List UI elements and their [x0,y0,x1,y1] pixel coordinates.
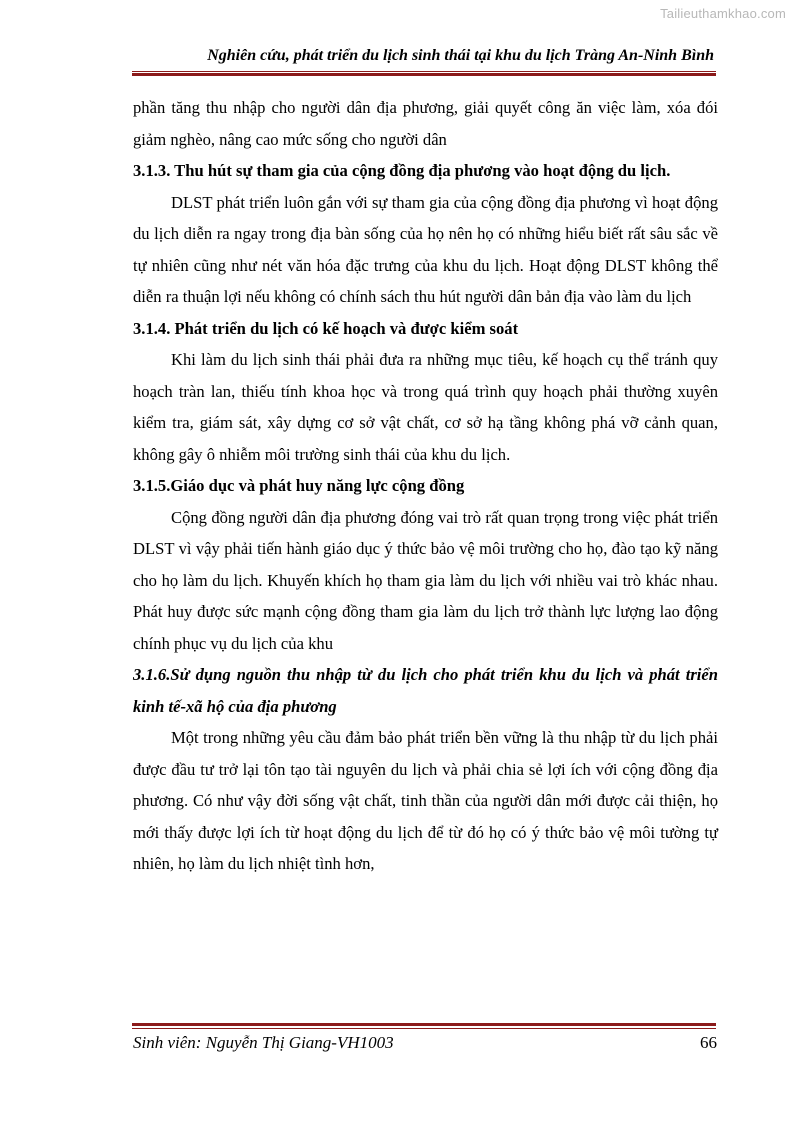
footer-rule-thick [132,1023,716,1026]
running-header: Nghiên cứu, phát triển du lịch sinh thái tại khu du lịch Tràng An-Ninh Bình [207,47,714,64]
header-rule-thin [132,71,716,72]
page-body [133,92,718,880]
page-number: 66 [700,1033,717,1052]
paragraph-community-participation: DLST phát triển luôn gắn với sự tham gia của cộng đồng địa phương vì hoạt động du lịch diễn ra ngay trong địa bàn sống của họ nên họ có những hiểu biết rất sâu sắc về tự nhiên cũng như nét văn hóa đặc trưng của khu du lịch. Hoạt động DLST không thể diễn ra thuận lợi nếu không có chính sách thu hút người dân bản địa vào làm du lịch [133,192,718,306]
heading-3-1-6: 3.1.6.Sử dụng nguồn thu nhập từ du lịch cho phát triển khu du lịch và phát triển kinh tế-xã hộ của địa phương [133,665,718,716]
footer-student-name: Sinh viên: Nguyễn Thị Giang-VH1003 [133,1033,394,1052]
paragraph-income-usage: Một trong những yêu cầu đảm bảo phát triển bền vững là thu nhập từ du lịch phải được đầu tư trở lại tôn tạo tài nguyên du lịch và phải chia sẻ lợi ích với cộng đồng địa phương. Có như vậy đời sống vật chất, tinh thần của người dân mới được cải thiện, họ mới thấy được lợi ích từ hoạt động du lịch để từ đó họ có ý thức bảo vệ môi tường tự nhiên, họ làm du lịch nhiệt tình hơn, [133,728,718,873]
heading-3-1-5: 3.1.5.Giáo dục và phát huy năng lực cộng đồng [133,476,465,495]
watermark: Tailieuthamkhao.com [660,6,786,21]
heading-3-1-3: 3.1.3. Thu hút sự tham gia của cộng đồng địa phương vào hoạt động du lịch. [133,161,671,180]
heading-3-1-4: 3.1.4. Phát triển du lịch có kế hoạch và được kiểm soát [133,318,519,338]
paragraph-continuation: phần tăng thu nhập cho người dân địa phương, giải quyết công ăn việc làm, xóa đói giảm nghèo, nâng cao mức sống cho người dân [133,98,718,149]
footer-rule-thin [132,1028,716,1029]
paragraph-planning-control: Khi làm du lịch sinh thái phải đưa ra những mục tiêu, kế hoạch cụ thể tránh quy hoạch tràn lan, thiếu tính khoa học và trong quá trình quy hoạch phải thường xuyên kiểm tra, giám sát, xây dựng cơ sở vật chất, cơ sở hạ tầng không phá vỡ cảnh quan, không gây ô nhiễm môi trường sinh thái của khu du lịch. [133,350,718,464]
paragraph-community-education: Cộng đồng người dân địa phương đóng vai trò rất quan trọng trong việc phát triển DLST vì vậy phải tiến hành giáo dục ý thức bảo vệ môi trường cho họ, đào tạo kỹ năng cho họ làm du lịch. Khuyến khích họ tham gia làm du lịch với nhiều vai trò khác nhau. Phát huy được sức mạnh cộng đồng tham gia làm du lịch trở thành lực lượng lao động chính phục vụ du lịch của khu [133,507,718,653]
header-rule-thick [132,73,716,76]
